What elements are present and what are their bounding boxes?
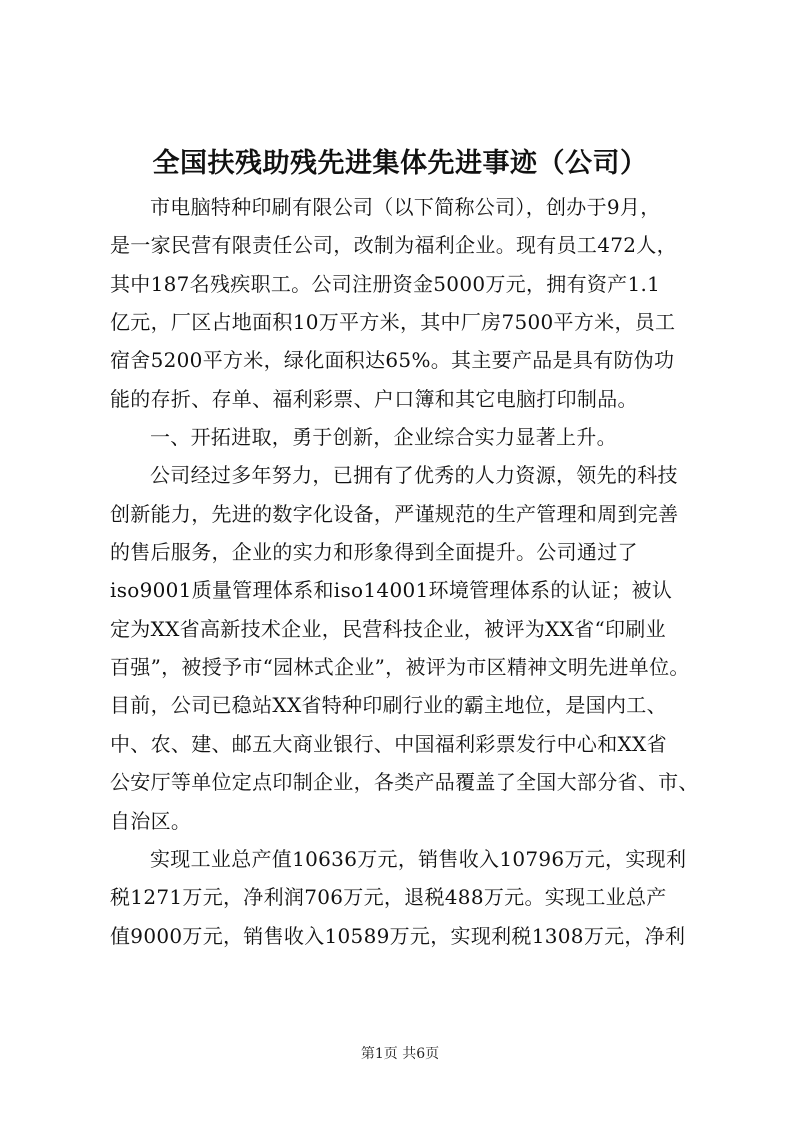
paragraph-line: 值9000万元，销售收入10589万元，实现利税1308万元，净利: [110, 923, 686, 948]
paragraph-line: 是一家民营有限责任公司，改制为福利企业。现有员工472人，: [110, 233, 677, 258]
paragraph-line: 创新能力，先进的数字化设备，严谨规范的生产管理和周到完善: [110, 501, 679, 526]
paragraph-line: 的售后服务，企业的实力和形象得到全面提升。公司通过了: [110, 540, 638, 565]
page-number-footer: 第1页 共6页: [360, 1046, 440, 1062]
paragraph-line: 其中187名残疾职工。公司注册资金5000万元，拥有资产1.1: [110, 271, 661, 296]
paragraph-line: 市电脑特种印刷有限公司（以下简称公司），创办于9月，: [150, 195, 661, 219]
section-heading: 一、开拓进取，勇于创新，企业综合实力显著上升。: [150, 425, 617, 450]
paragraph-line: iso9001质量管理体系和iso14001环境管理体系的认证；被认: [110, 578, 673, 603]
paragraph-line: 自治区。: [110, 808, 192, 833]
paragraph-line: 税1271万元，净利润706万元，退税488万元。实现工业总产: [110, 885, 667, 910]
paragraph-line: 能的存折、存单、福利彩票、户口簿和其它电脑打印制品。: [110, 386, 638, 411]
document-title: 全国扶残助残先进集体先进事迹（公司）: [152, 148, 648, 179]
paragraph-line: 公安厅等单位定点印制企业，各类产品覆盖了全国大部分省、市、: [110, 770, 699, 795]
paragraph-line: 中、农、建、邮五大商业银行、中国福利彩票发行中心和XX省: [110, 731, 667, 756]
paragraph-line: 实现工业总产值10636万元，销售收入10796万元，实现利: [150, 846, 687, 871]
paragraph-line: 百强”，被授予市“园林式企业”，被评为市区精神文明先进单位。: [110, 655, 690, 680]
paragraph-line: 公司经过多年努力，已拥有了优秀的人力资源，领先的科技: [150, 463, 678, 488]
paragraph-line: 定为XX省高新技术企业，民营科技企业，被评为XX省“印刷业: [110, 616, 666, 641]
paragraph-line: 目前，公司已稳站XX省特种印刷行业的霸主地位，是国内工、: [110, 693, 667, 718]
document-body: [110, 188, 710, 955]
paragraph-line: 宿舍5200平方米，绿化面积达65%。其主要产品是具有防伪功: [110, 348, 675, 373]
paragraph-line: 亿元，厂区占地面积10万平方米，其中厂房7500平方米，员工: [110, 310, 676, 335]
